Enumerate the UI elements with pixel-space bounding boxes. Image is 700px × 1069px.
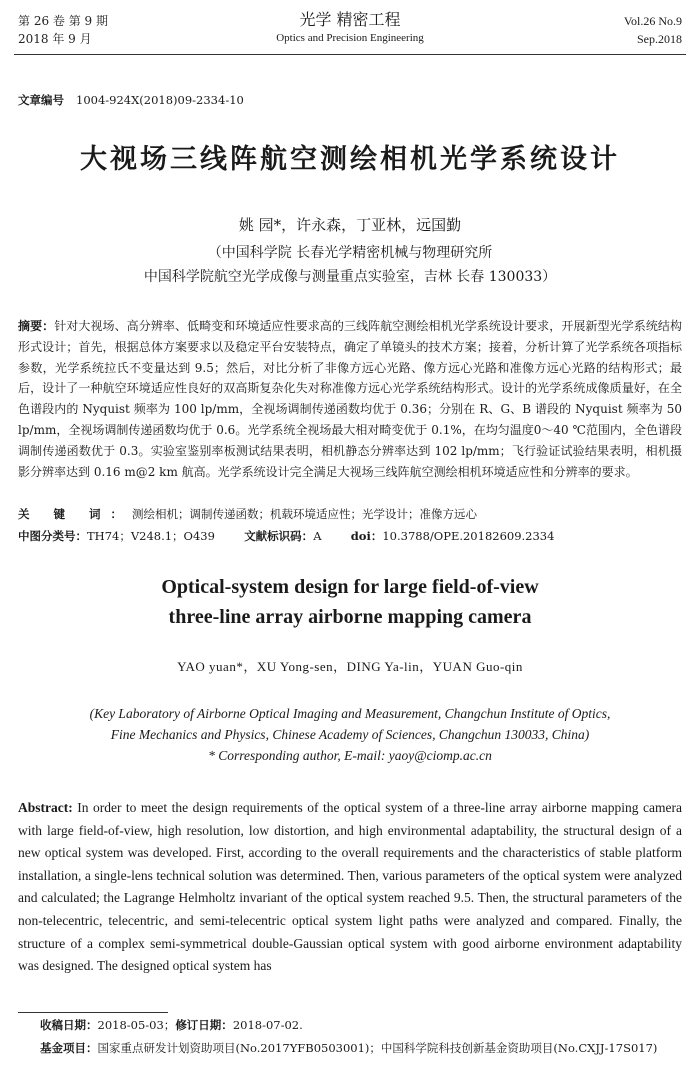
affiliation-en-line2: Fine Mechanics and Physics, Chinese Academy of Sciences, Changchun 130033, China) — [110, 727, 590, 742]
header-right — [624, 12, 682, 48]
revised-label: 修订日期： — [175, 1018, 233, 1032]
revised-value: 2018-07-02. — [232, 1018, 303, 1032]
article-number-label: 文章编号 — [18, 93, 64, 107]
clc-value: TH74；V248.1；O439 — [87, 529, 215, 543]
fund-value: 国家重点研发计划资助项目(No.2017YFB0503001)；中国科学院科技创新基金资助项目(No.CXJJ-17S017) — [97, 1041, 658, 1055]
doc-code-value: A — [313, 529, 322, 543]
date-en: Sep.2018 — [637, 32, 682, 46]
authors-en: YAO yuan*，XU Yong-sen，DING Ya-lin，YUAN Guo-qin — [177, 659, 523, 674]
volume-issue-en: Vol.26 No.9 — [623, 14, 682, 28]
doc-code-label: 文献标识码： — [244, 529, 314, 543]
clc-label: 中图分类号： — [18, 529, 87, 543]
header-center — [0, 10, 700, 46]
title-cn: 大视场三线阵航空测绘相机光学系统设计 — [80, 144, 620, 175]
footnote-divider — [18, 1012, 168, 1013]
fund-label: 基金项目： — [40, 1041, 98, 1055]
abstract-en-text: In order to meet the design requirements of the optical system of a three-line array airborne mapping camera with large field-of-view, high resolution, low distortion, and high environmental adaptability, the structural design of a new optical system was developed. First, according to the overall requirements and the characteristics of stable platform installation, a single-lens technical solution was determined. Then, various parameters of the optical system were analyzed and calculated; the Lagrange Helmholtz invariant of the optical system reached 9.5. Then, the structural parameters of the non-telecentric, telecentric, and semi-telecentric optical system light paths were analyzed and compared. Finally, the structure of a complex semi-symmetrical double-Gaussian optical system with good airborne environment adaptability was designed. The designed optical system has — [18, 800, 682, 974]
title-en-line2: three-line array airborne mapping camera — [168, 606, 532, 628]
title-en — [0, 572, 700, 632]
header-divider — [14, 54, 686, 55]
article-number — [18, 92, 244, 108]
title-en-line1: Optical-system design for large field-of-view — [161, 576, 539, 598]
article-number-value: 1004-924X(2018)09-2334-10 — [76, 93, 244, 107]
affiliation-en — [0, 703, 700, 766]
keywords-label: 关 键 词： — [18, 507, 133, 521]
received-label: 收稿日期： — [40, 1018, 98, 1032]
abstract-cn-label: 摘要： — [18, 319, 55, 333]
abstract-en — [18, 797, 682, 978]
authors-cn: 姚 园*，许永森，丁亚林，远国勤 — [238, 216, 462, 234]
keywords-cn — [18, 506, 477, 522]
date-cn: 2018 年 9 月 — [18, 32, 92, 46]
classification-line — [18, 528, 554, 544]
doi-label: doi： — [350, 529, 383, 543]
journal-title-en: Optics and Precision Engineering — [276, 32, 424, 44]
abstract-cn-text: 针对大视场、高分辨率、低畸变和环境适应性要求高的三线阵航空测绘相机光学系统设计要求，开展新型光学系统结构形式设计；首先，根据总体方案要求以及稳定平台安装特点，确定了单镜头的技术方案；接着，分析计算了光学系统各项指标参数，光学系统拉氏不变量达到 9.5；然后，对比分析了非像方远心光路、像方远心光路和准像方远心光路的结构形式；最后，设计了一种航空环境适应性良好的双高斯复杂化失对称准像方远心光学系统结构形式。设计的光学系统成像质量好，在全色谱段内的 Nyquist 频率为 100 lp/mm，全视场调制传递函数均优于 0.36；分别在 R、G、B 谱段的 Nyquist 频率为 50 lp/mm，全视场调制传递函数均优于 0.6。光学系统全视场最大相对畸变优于 0.1%，在均匀温度0～40 ℃范围内，全色谱段调制传递函数优于 0.3。实验室鉴别率板测试结果表明，相机静态分辨率达到 102 lp/mm；飞行验证试验结果表明，相机摄影分辨率达到 0.16 m@2 km 航高。光学系统设计完全满足大视场三线阵航空测绘相机环境适应性和分辨率的要求。 — [18, 319, 682, 479]
abstract-en-label: Abstract: — [18, 800, 73, 815]
corresponding-author: * Corresponding author, E-mail: yaoy@ciomp.ac.cn — [208, 748, 492, 763]
journal-title-cn: 光学 精密工程 — [299, 10, 401, 29]
affiliation-cn-line1: （中国科学院 长春光学精密机械与物理研究所 — [207, 245, 493, 261]
received-value: 2018-05-03； — [97, 1018, 176, 1032]
footnote-dates — [40, 1017, 303, 1033]
keywords-text: 测绘相机；调制传递函数；机载环境适应性；光学设计；准像方远心 — [132, 507, 478, 521]
affiliation-cn-line2: 中国科学院航空光学成像与测量重点实验室，吉林 长春 130033） — [143, 269, 557, 285]
abstract-cn — [18, 316, 682, 482]
footnote-funding — [40, 1040, 657, 1056]
volume-issue-cn: 第 26 卷 第 9 期 — [18, 14, 108, 28]
doi-value: 10.3788/OPE.20182609.2334 — [382, 529, 555, 543]
affiliation-en-line1: (Key Laboratory of Airborne Optical Imaging and Measurement, Changchun Institute of Optics, — [89, 706, 611, 721]
